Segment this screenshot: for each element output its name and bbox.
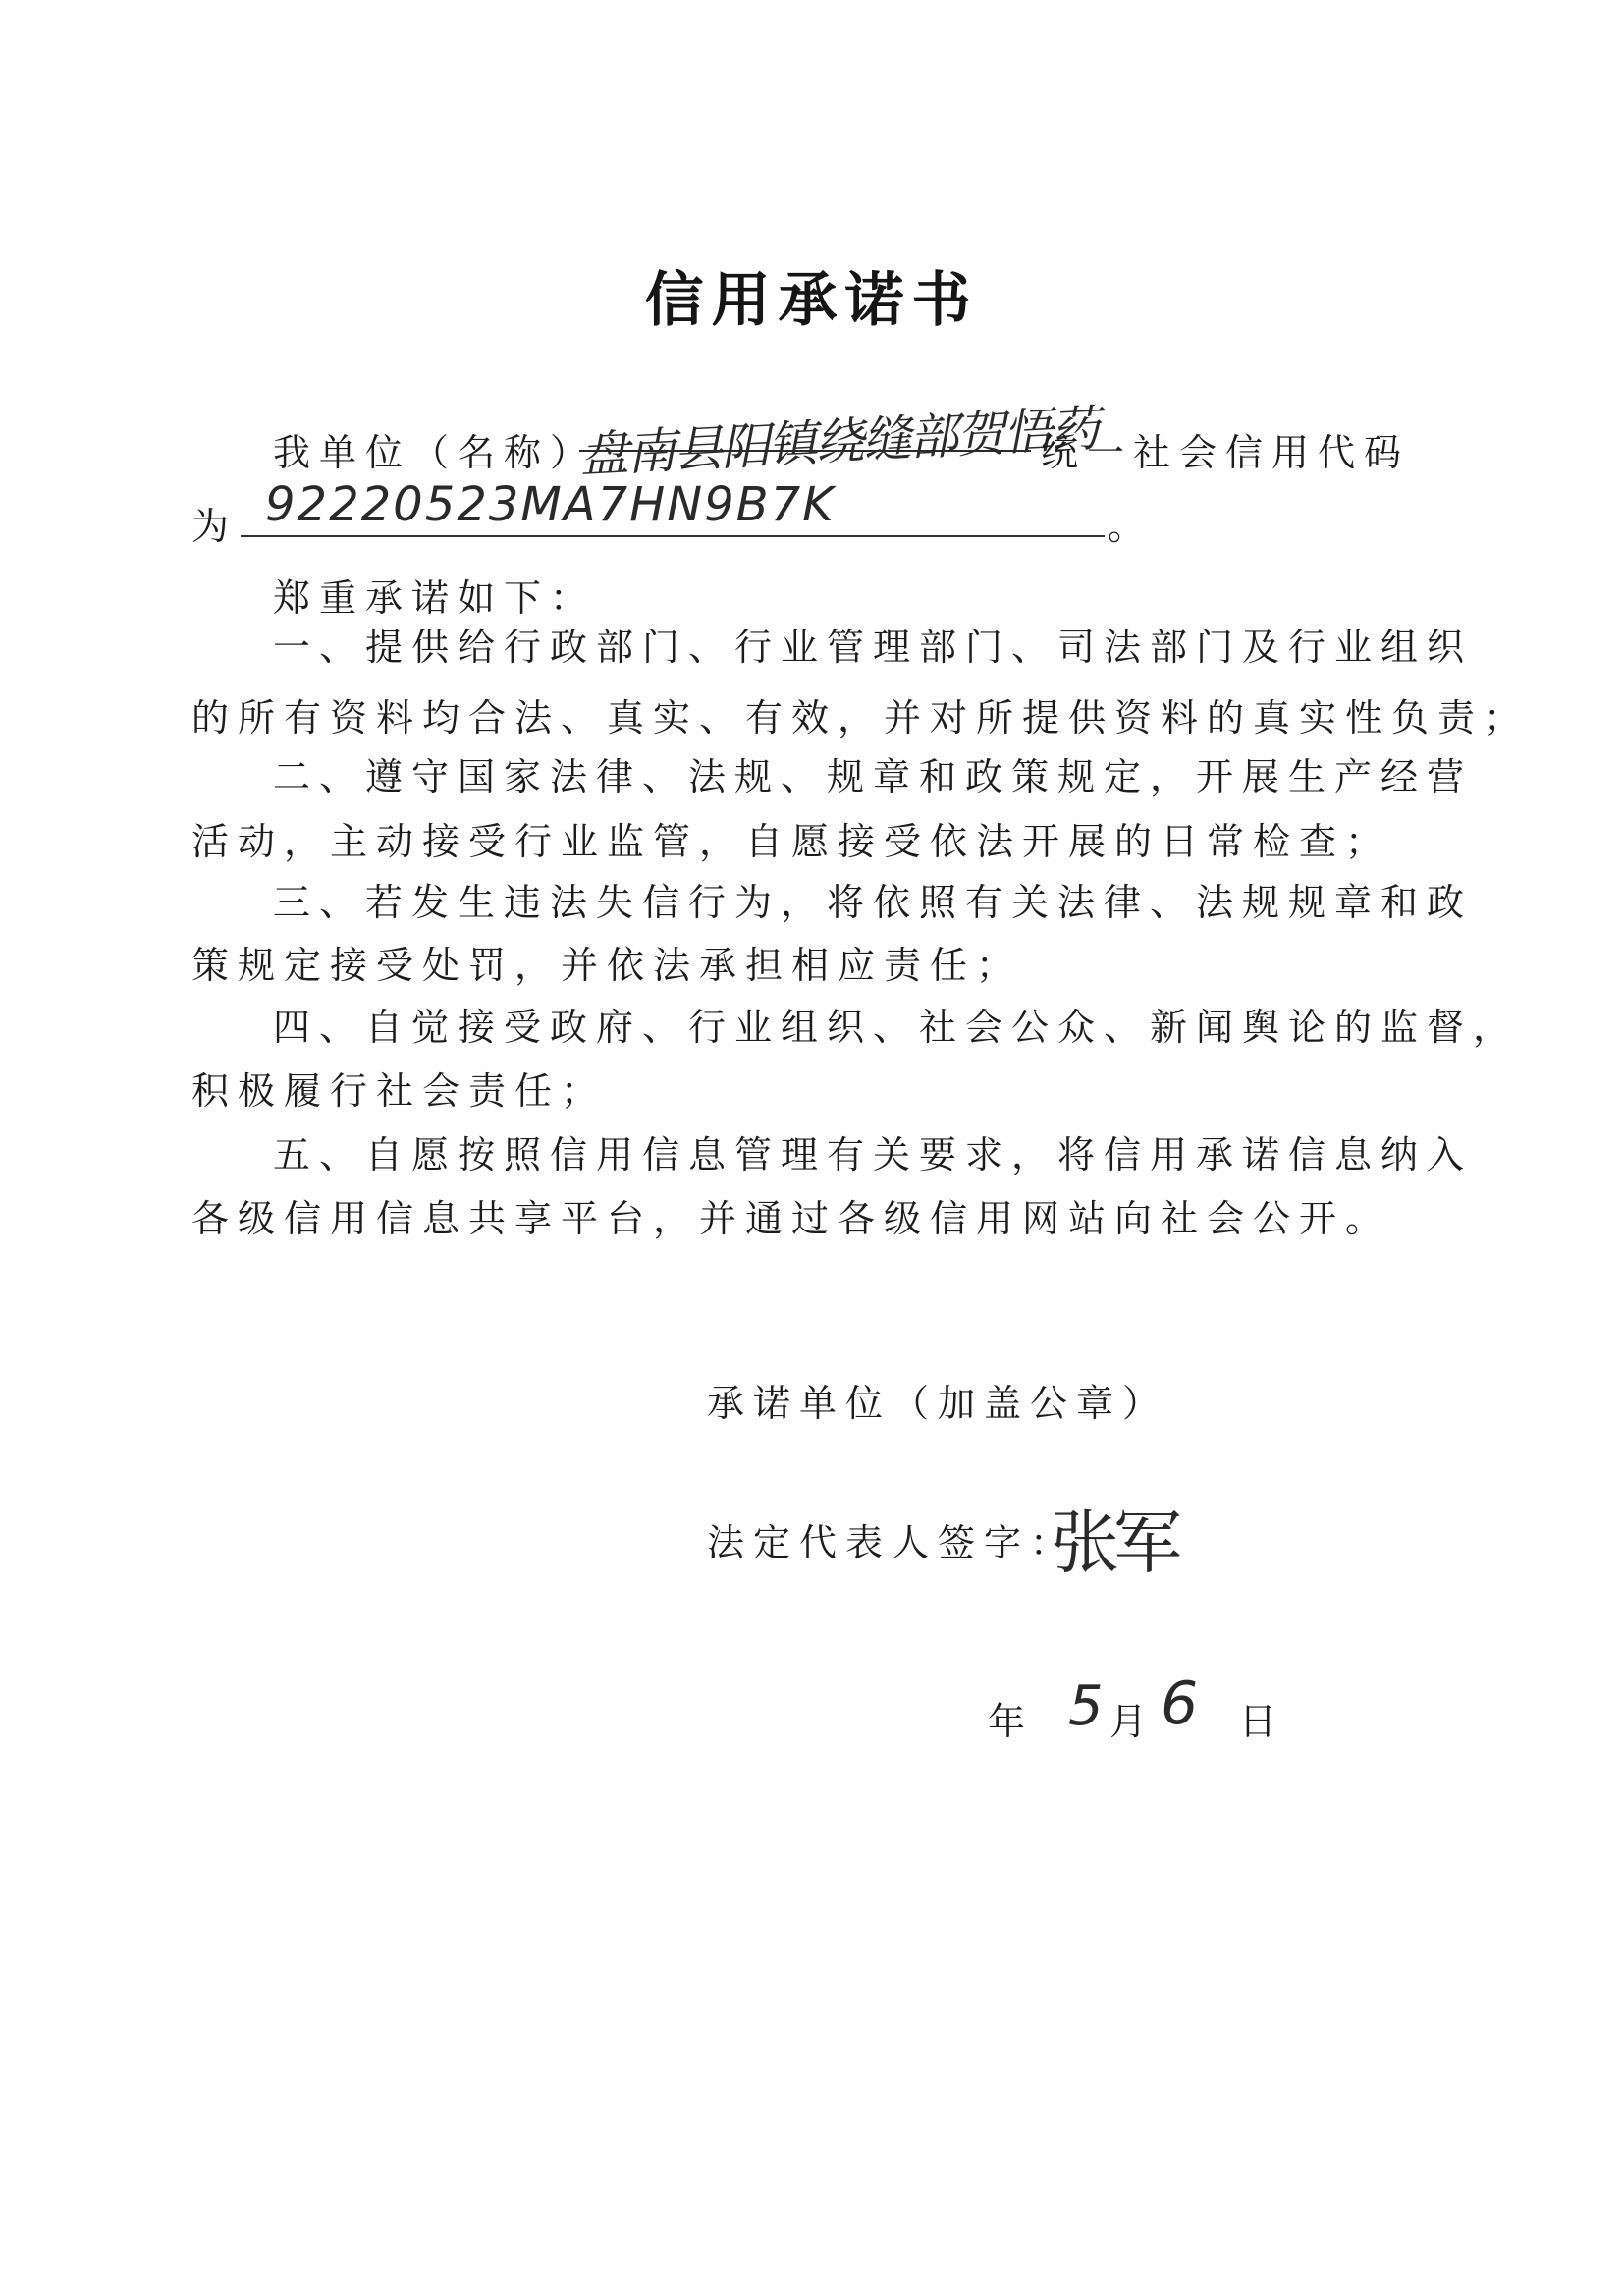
intro-suffix: 统一社会信用代码 (1041, 431, 1411, 474)
item-5-line-2: 各级信用信息共享平台，并通过各级信用网站向社会公开。 (191, 1197, 1392, 1240)
signature-label: 法定代表人签字： (707, 1521, 1077, 1564)
item-4-line-2: 积极履行社会责任； (191, 1069, 608, 1113)
item-2-line-2: 活动，主动接受行业监管，自愿接受依法开展的日常检查； (191, 820, 1392, 863)
intro-prefix: 我单位（名称） (273, 431, 597, 474)
code-suffix: 。 (1108, 505, 1155, 548)
code-prefix: 为 (191, 505, 239, 548)
credit-code-handwritten: 92220523MA7HN9B7K (265, 477, 836, 532)
name-strike-line (579, 450, 1031, 452)
item-3-line-1: 三、若发生违法失信行为，将依照有关法律、法规规章和政 (273, 881, 1474, 924)
credit-code-underline (241, 535, 1105, 537)
date-day-value: 6 (1161, 1669, 1199, 1738)
item-3-line-2: 策规定接受处罚，并依法承担相应责任； (191, 944, 1023, 987)
promise-intro: 郑重承诺如下： (273, 576, 597, 620)
item-5-line-1: 五、自愿按照信用信息管理有关要求，将信用承诺信息纳入 (273, 1133, 1474, 1176)
date-month-value: 5 (1068, 1674, 1104, 1738)
item-4-line-1: 四、自觉接受政府、行业组织、社会公众、新闻舆论的监督， (273, 1006, 1520, 1049)
unit-name-handwritten: 盘南县阳镇绕缝部贺悟药 (578, 400, 1100, 484)
document-title: 信用承诺书 (644, 266, 979, 335)
item-2-line-1: 二、遵守国家法律、法规、规章和政策规定，开展生产经营 (273, 755, 1474, 798)
date-month-label: 月 (1109, 1700, 1157, 1743)
seal-label: 承诺单位（加盖公章） (707, 1382, 1169, 1425)
signature-handwritten: 张军 (1051, 1503, 1176, 1583)
item-1-line-2: 的所有资料均合法、真实、有效，并对所提供资料的真实性负责； (191, 696, 1531, 739)
date-year-label: 年 (988, 1700, 1035, 1743)
date-day-label: 日 (1239, 1700, 1286, 1743)
item-1-line-1: 一、提供给行政部门、行业管理部门、司法部门及行业组织 (273, 626, 1474, 669)
